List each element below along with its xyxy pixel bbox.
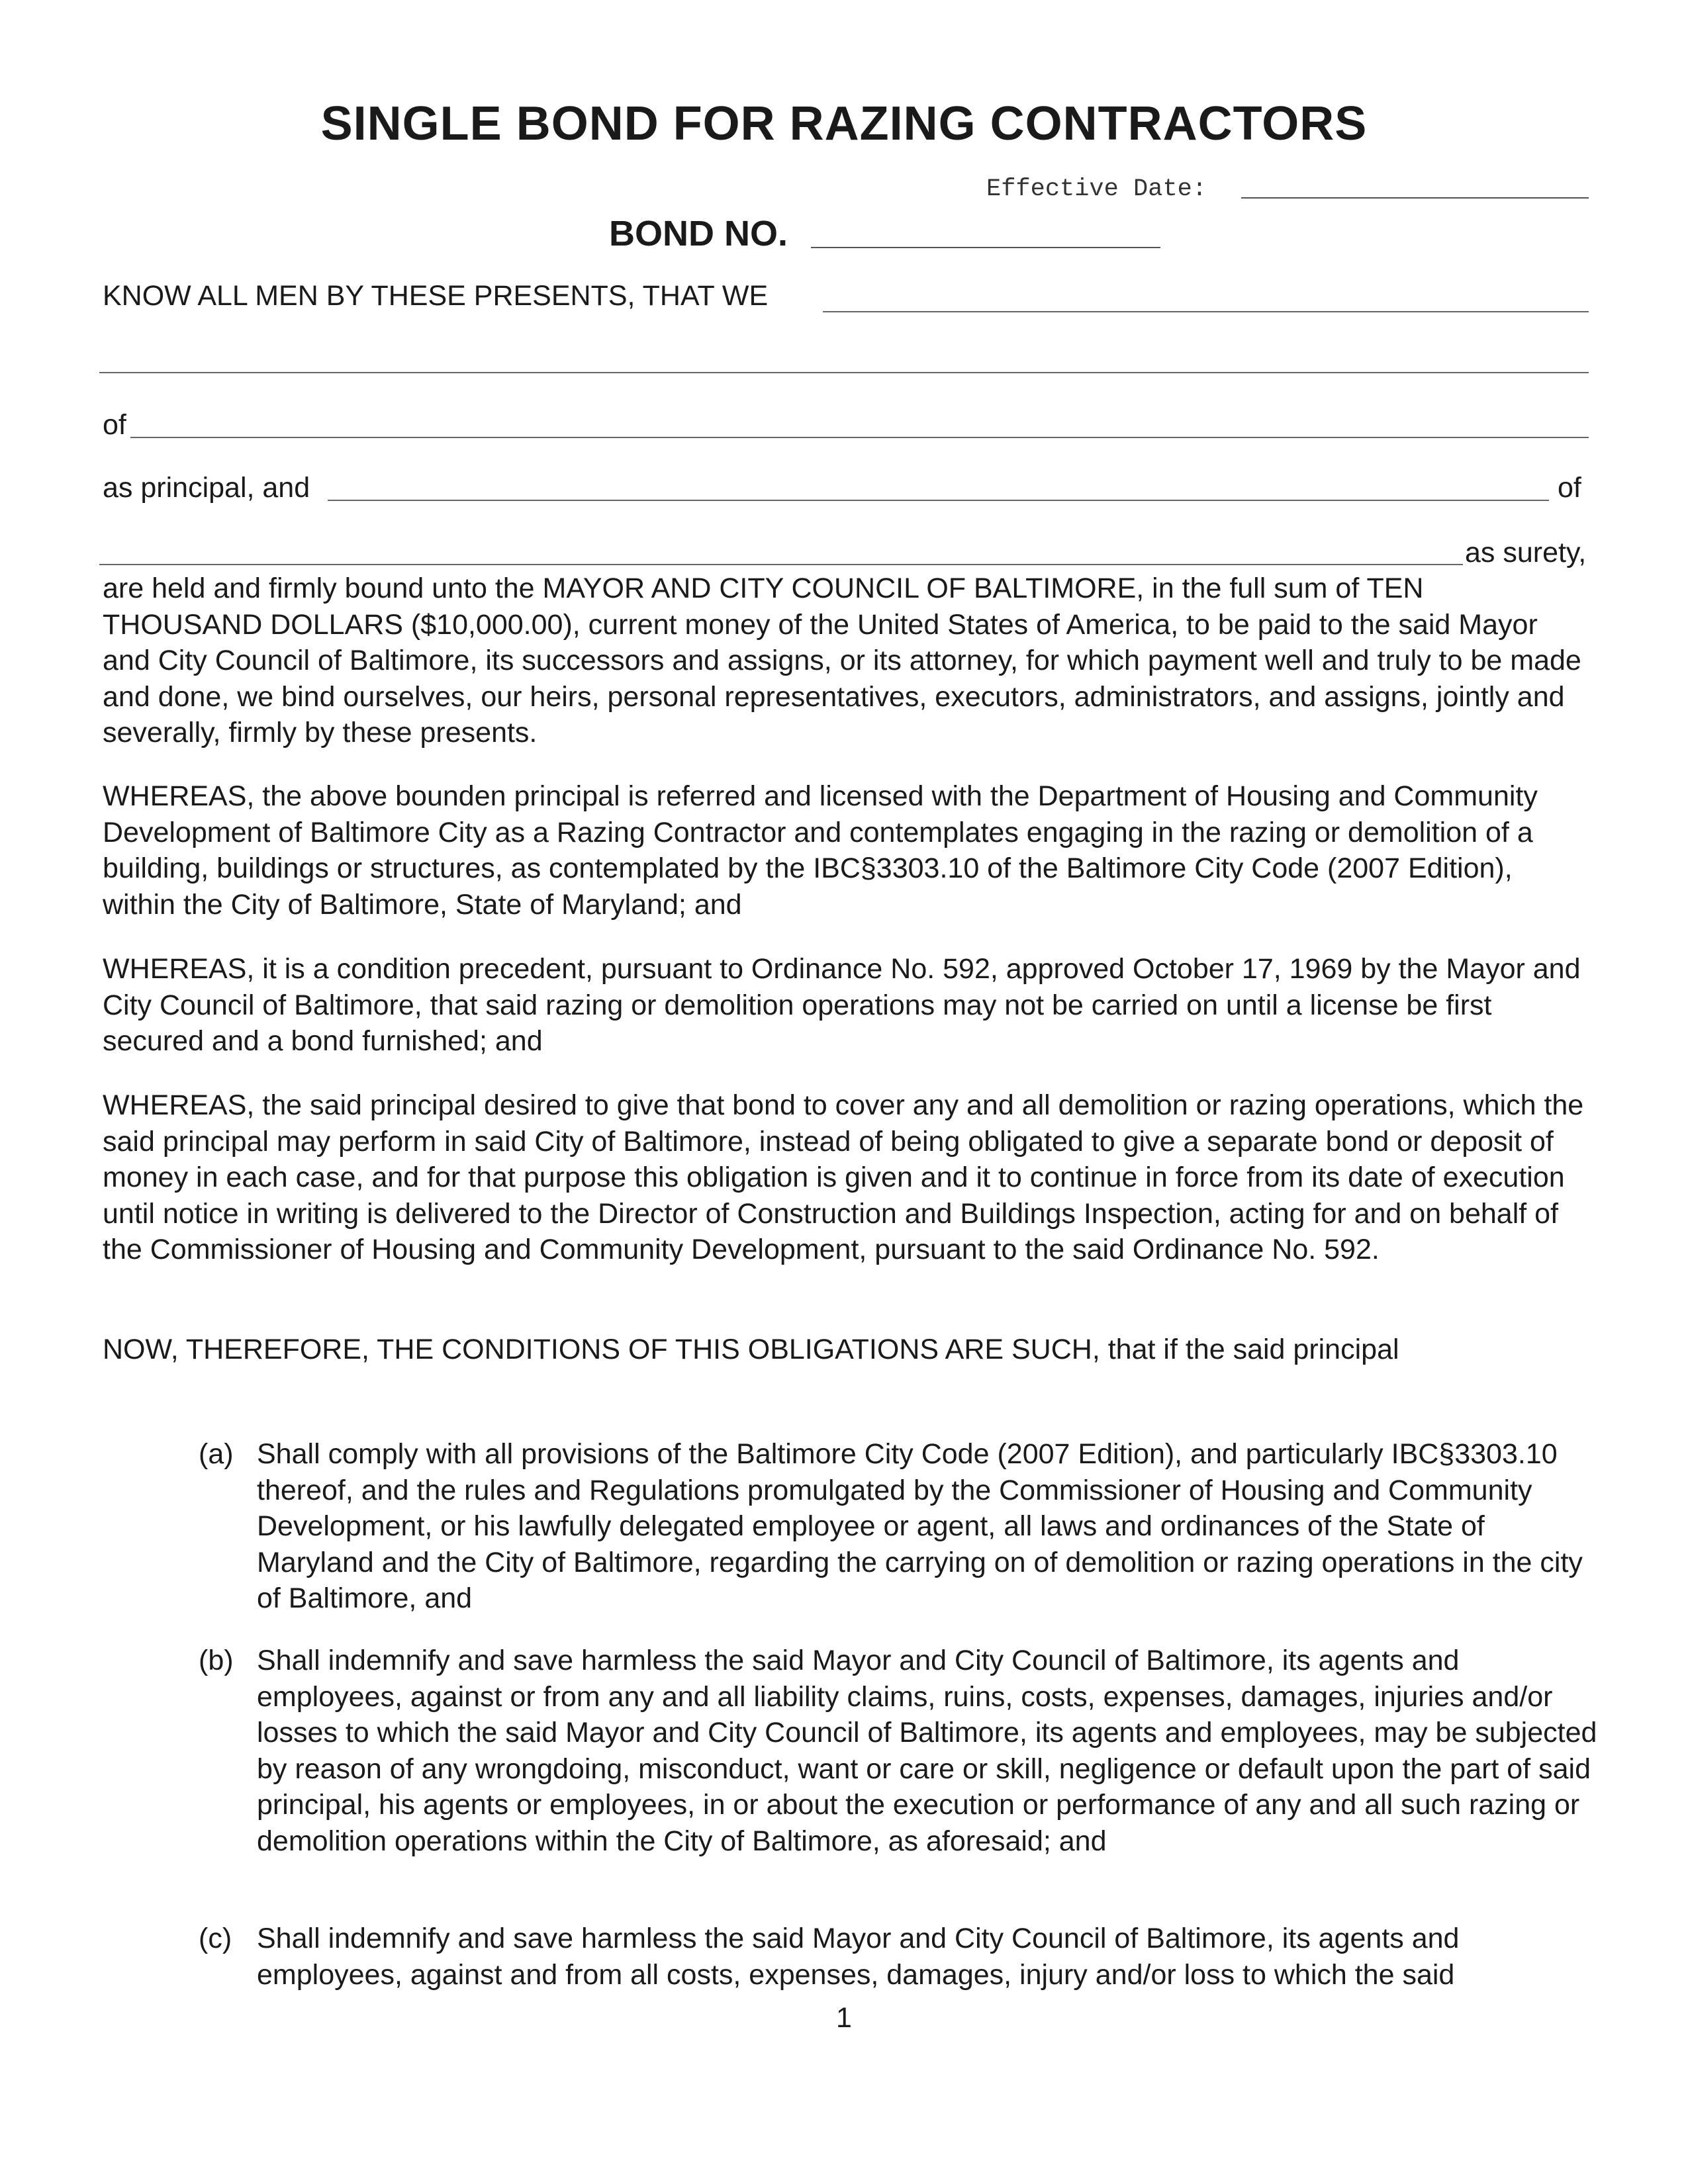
principal-address-field[interactable] bbox=[130, 437, 1589, 438]
bond-number-field[interactable] bbox=[811, 247, 1160, 248]
know-all-men-label: KNOW ALL MEN BY THESE PRESENTS, THAT WE bbox=[103, 280, 769, 312]
paragraph-bound: are held and firmly bound unto the MAYOR AND CITY COUNCIL OF BALTIMORE, in the full sum of TEN THOUSAND DOLLARS ($10,000.00), current money of the United States of America, to be paid to the said Mayor and City Council of Baltimore, its successors and assigns, or its attorney, for which payment well and truly to be made and done, we bind ourselves, our heirs, personal representatives, executors, administrators, and assigns, jointly and severally, firmly by these presents. bbox=[103, 572, 1581, 749]
condition-label: (a) bbox=[199, 1438, 234, 1470]
surety-address-field[interactable] bbox=[99, 564, 1463, 565]
condition-item bbox=[199, 1643, 1602, 1859]
principal-name-field-line-2[interactable] bbox=[99, 372, 1589, 373]
paragraph-whereas-3: WHEREAS, the said principal desired to give that bond to cover any and all demolition or razing operations, which the said principal may perform in said City of Baltimore, instead of being obligated to give a separate bond or deposit of money in each case, and for that purpose this obligation is given and it to continue in force from its date of execution until notice in writing is delivered to the Director of Construction and Buildings Inspection, acting for and on behalf of the Commissioner of Housing and Community Development, pursuant to the said Ordinance No. 592. bbox=[103, 1089, 1584, 1265]
condition-text: Shall indemnify and save harmless the said Mayor and City Council of Baltimore, its agents and employees, against or from any and all liability claims, ruins, costs, expenses, damages, injuries and/or losses to which the said Mayor and City Council of Baltimore, its agents and employees, may be subjected by reason of any wrongdoing, misconduct, want or care or skill, negligence or default upon the part of said principal, his agents or employees, in or about the execution or performance of any and all such razing or demolition operations within the City of Baltimore, as aforesaid; and bbox=[257, 1645, 1597, 1857]
document-title: SINGLE BOND FOR RAZING CONTRACTORS bbox=[320, 97, 1368, 150]
surety-name-field[interactable] bbox=[328, 500, 1549, 501]
of-label-right: of bbox=[1558, 472, 1581, 504]
paragraph-whereas-1: WHEREAS, the above bounden principal is referred and licensed with the Department of Housing and Community Development of Baltimore City as a Razing Contractor and contemplates engaging in the razing or demolition of a building, buildings or structures, as contemplated by the IBC§3303.10 of the Baltimore City Code (2007 Edition), within the City of Baltimore, State of Maryland; and bbox=[103, 780, 1538, 921]
condition-item bbox=[199, 1436, 1602, 1617]
condition-label: (c) bbox=[199, 1923, 232, 1954]
bond-number-label: BOND NO. bbox=[609, 214, 788, 253]
of-label: of bbox=[103, 409, 126, 441]
condition-text: Shall comply with all provisions of the Baltimore City Code (2007 Edition), and particularly IBC§3303.10 thereof, and the rules and Regulations promulgated by the Commissioner of Housing and Community Development, or his lawfully delegated employee or agent, all laws and ordinances of the State of Maryland and the City of Baltimore, regarding the carrying on of demolition or razing operations in the city of Baltimore, and bbox=[257, 1438, 1583, 1614]
as-principal-label: as principal, and bbox=[103, 472, 310, 504]
condition-text: Shall indemnify and save harmless the said Mayor and City Council of Baltimore, its agents and employees, against and from all costs, expenses, damages, injury and/or loss to which the said bbox=[257, 1923, 1460, 1991]
condition-label: (b) bbox=[199, 1645, 234, 1676]
page-number: 1 bbox=[836, 2002, 852, 2034]
paragraph-now-therefore: NOW, THEREFORE, THE CONDITIONS OF THIS OBLIGATIONS ARE SUCH, that if the said principal bbox=[103, 1334, 1399, 1365]
as-surety-label: as surety, bbox=[1465, 537, 1587, 569]
paragraph-whereas-2: WHEREAS, it is a condition precedent, pursuant to Ordinance No. 592, approved October 17, 1969 by the Mayor and City Council of Baltimore, that said razing or demolition operations may not be carried on until a license be first secured and a bond furnished; and bbox=[103, 953, 1581, 1057]
principal-name-field[interactable] bbox=[823, 311, 1589, 312]
condition-item bbox=[199, 1921, 1602, 1993]
effective-date-field[interactable] bbox=[1241, 197, 1589, 199]
effective-date-label: Effective Date: bbox=[986, 175, 1207, 203]
